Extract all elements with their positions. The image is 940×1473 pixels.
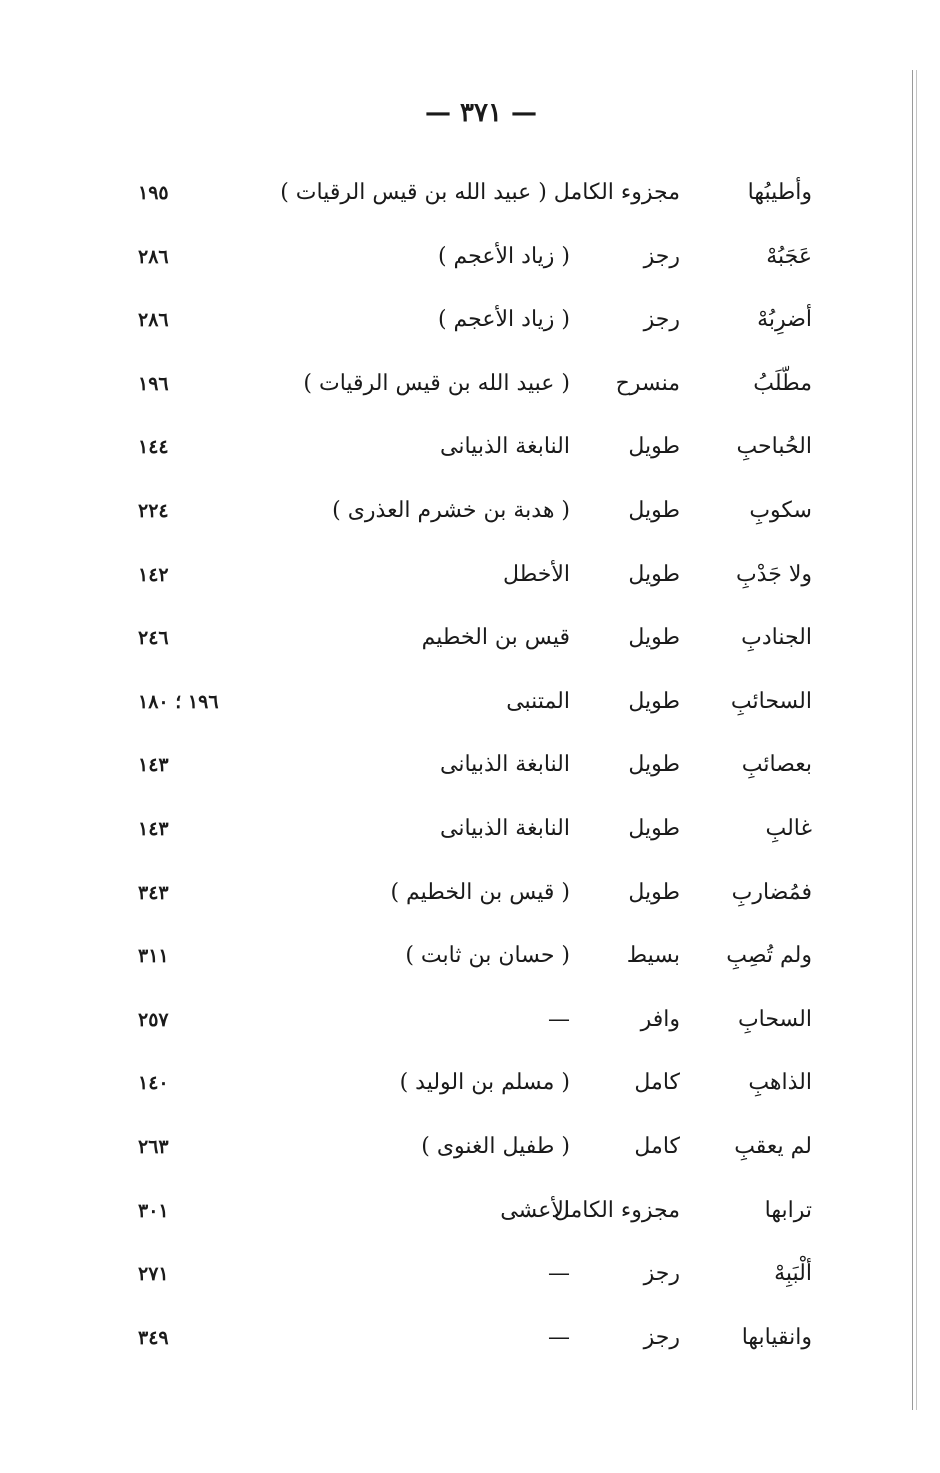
poet: النابغة الذبيانى xyxy=(440,815,570,841)
index-row xyxy=(0,926,940,990)
index-row xyxy=(0,735,940,799)
meter: رجز xyxy=(643,1324,680,1350)
index-row xyxy=(0,545,940,609)
index-row xyxy=(0,990,940,1054)
meter: طويل xyxy=(628,815,680,841)
page-references: ١٤٣ xyxy=(138,754,169,777)
meter: طويل xyxy=(628,561,680,587)
poet: ( عبيد الله بن قيس الرقيات ) xyxy=(303,370,570,396)
index-row xyxy=(0,863,940,927)
rhyme-word: سكوبِ xyxy=(749,497,812,523)
page-references: ٣٤٣ xyxy=(138,881,169,904)
index-row xyxy=(0,1053,940,1117)
rhyme-word: أضرِبُهْ xyxy=(757,307,812,333)
page-references: ٢٤٦ xyxy=(138,627,169,650)
meter: رجز xyxy=(643,1261,680,1287)
poet: ( مسلم بن الوليد ) xyxy=(399,1070,570,1096)
page-references: ١٩٦ xyxy=(138,372,169,395)
rhyme-word: بعصائبِ xyxy=(741,752,812,778)
rhyme-word: السحابِ xyxy=(737,1006,812,1032)
page-references: ١٤٠ xyxy=(138,1072,169,1095)
rhyme-word: عَجَبُهْ xyxy=(766,243,812,269)
meter: كامل xyxy=(634,1133,680,1159)
poet: — xyxy=(548,1324,570,1350)
meter: وافر xyxy=(640,1006,680,1032)
index-row xyxy=(0,799,940,863)
poet: النابغة الذبيانى xyxy=(440,434,570,460)
page-references: ٣١١ xyxy=(138,945,169,968)
index-row xyxy=(0,672,940,736)
poet: ( حسان بن ثابت ) xyxy=(405,943,570,969)
rhyme-word: ترابها xyxy=(764,1197,812,1223)
page-references: ١٤٣ xyxy=(138,817,169,840)
page-references: ٢٦٣ xyxy=(138,1135,169,1158)
rhyme-word: وانقيابها xyxy=(741,1324,812,1350)
poet: قيس بن الخطيم xyxy=(421,625,570,651)
rhyme-word: غالبِ xyxy=(765,815,812,841)
meter: طويل xyxy=(628,752,680,778)
index-row xyxy=(0,417,940,481)
poet: — xyxy=(548,1261,570,1287)
rhyme-word: وأطيبُها xyxy=(747,180,812,205)
rhyme-word: ولا جَدْبِ xyxy=(735,561,812,587)
poet: النابغة الذبيانى xyxy=(440,752,570,778)
poet: المتنبى xyxy=(506,688,570,714)
page-references: ١٩٦ ؛ ١٨٠ xyxy=(138,690,219,713)
poet: ( قيس بن الخطيم ) xyxy=(390,879,570,905)
meter: رجز xyxy=(643,243,680,269)
rhyme-word: الجنادبِ xyxy=(741,625,812,651)
poet: الأعشى xyxy=(500,1197,570,1223)
poet: ( هدبة بن خشرم العذرى ) xyxy=(332,497,570,523)
rhyme-word: ولم تُصِبِ xyxy=(726,943,812,969)
index-row xyxy=(0,1117,940,1181)
page-references: ١٤٢ xyxy=(138,563,169,586)
rhyme-word: السحائبِ xyxy=(730,688,812,714)
poet: ( زياد الأعجم ) xyxy=(437,307,570,333)
meter: كامل xyxy=(634,1070,680,1096)
page-references: ٢٨٦ xyxy=(138,309,169,332)
meter: مجزوء الكامل xyxy=(553,1197,680,1223)
index-row xyxy=(0,1181,940,1245)
poet: الأخطل xyxy=(503,561,570,587)
meter: طويل xyxy=(628,879,680,905)
index-row xyxy=(0,608,940,672)
index-row xyxy=(0,163,940,227)
meter: رجز xyxy=(643,307,680,333)
page-references: ٢٢٤ xyxy=(138,499,169,522)
rhyme-word: الحُباحبِ xyxy=(736,434,812,460)
index-row xyxy=(0,290,940,354)
meter: بسيط xyxy=(626,943,680,969)
index-row xyxy=(0,227,940,291)
meter: طويل xyxy=(628,434,680,460)
index-row xyxy=(0,354,940,418)
index-row xyxy=(0,1308,940,1372)
page-references: ١٤٤ xyxy=(138,436,169,459)
page-references: ٢٧١ xyxy=(138,1263,169,1286)
rhyme-word: فمُضاربِ xyxy=(731,879,812,905)
index-row xyxy=(0,1244,940,1308)
page-references: ٣٤٩ xyxy=(138,1326,169,1349)
poet: — xyxy=(548,1006,570,1032)
meter: طويل xyxy=(628,497,680,523)
rhyme-word: لم يعقبِ xyxy=(734,1133,812,1159)
rhyme-index-list xyxy=(0,163,940,1371)
rhyme-word: الذاهبِ xyxy=(748,1070,812,1096)
index-row xyxy=(0,481,940,545)
page-references: ٣٠١ xyxy=(138,1199,169,1222)
page-references: ١٩٥ xyxy=(138,182,169,204)
meter: منسرح xyxy=(615,370,680,396)
page-references: ٢٨٦ xyxy=(138,245,169,268)
page-references: ٢٥٧ xyxy=(138,1008,169,1031)
meter: طويل xyxy=(628,688,680,714)
page-number: — ٣٧١ — xyxy=(424,98,538,128)
poet: ( زياد الأعجم ) xyxy=(437,243,570,269)
meter: طويل xyxy=(628,625,680,651)
meter-and-poet: مجزوء الكامل ( عبيد الله بن قيس الرقيات ) xyxy=(280,180,680,205)
poet: ( طفيل الغنوى ) xyxy=(421,1133,570,1159)
rhyme-word: مطّلَبُ xyxy=(753,370,812,396)
rhyme-word: ألْبَبِهْ xyxy=(774,1261,812,1287)
